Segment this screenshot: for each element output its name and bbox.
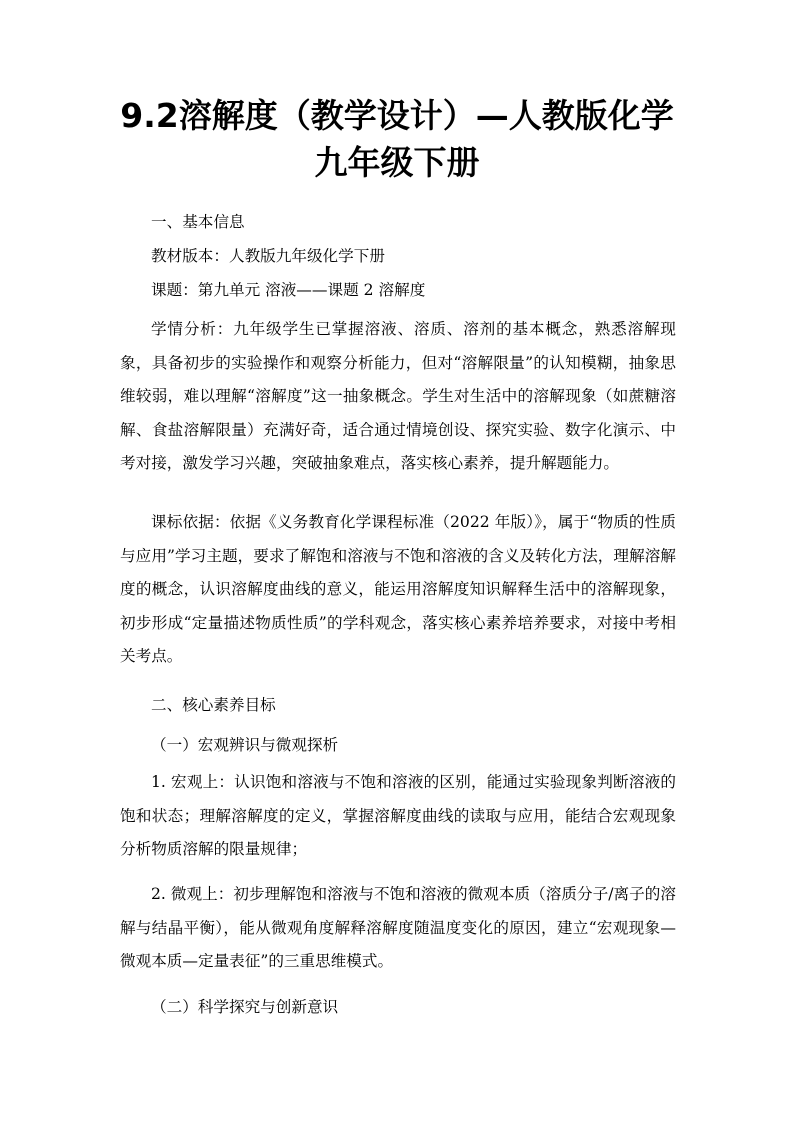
subheading-macro-micro: （一）宏观辨识与微观探析: [151, 736, 339, 754]
lesson-topic: 课题：第九单元 溶液——课题 2 溶解度: [151, 281, 426, 299]
subheading-inquiry-innovation: （二）科学探究与创新意识: [151, 998, 339, 1016]
textbook-version: 教材版本：人教版九年级化学下册: [151, 247, 385, 265]
document-title-line-1: 9.2溶解度（教学设计）—人教版化学: [120, 96, 674, 135]
goal-item-micro: 2. 微观上：初步理解饱和溶液与不饱和溶液的微观本质（溶质分子/离子的溶解与结晶平衡），能从微观角度解释溶解度随温度变化的原因，建立“宏观现象—微观本质—定量表征”的三重思维模式。: [120, 885, 676, 970]
curriculum-basis-paragraph: 课标依据：依据《义务教育化学课程标准（2022 年版）》，属于“物质的性质与应用”学习主题，要求了解饱和溶液与不饱和溶液的含义及转化方法，理解溶解度的概念，认识溶解度曲线的意义，能运用溶解度知识解释生活中的溶解现象，初步形成“定量描述物质性质”的学科观念，落实核心素养培养要求，对接中考相关考点。: [120, 513, 676, 665]
goal-item-macro: 1. 宏观上：认识饱和溶液与不饱和溶液的区别，能通过实验现象判断溶液的饱和状态；理解溶解度的定义，掌握溶解度曲线的读取与应用，能结合宏观现象分析物质溶解的限量规律；: [120, 773, 676, 858]
section-heading-core-goals: 二、核心素养目标: [151, 696, 276, 714]
learner-analysis-paragraph: 学情分析：九年级学生已掌握溶液、溶质、溶剂的基本概念，熟悉溶解现象，具备初步的实验操作和观察分析能力，但对“溶解限量”的认知模糊，抽象思维较弱，难以理解“溶解度”这一抽象概念。学生对生活中的溶解现象（如蔗糖溶解、食盐溶解限量）充满好奇，适合通过情境创设、探究实验、数字化演示、中考对接，激发学习兴趣，突破抽象难点，落实核心素养，提升解题能力。: [120, 320, 676, 472]
document-title-line-2: 九年级下册: [314, 143, 480, 182]
section-heading-basic-info: 一、基本信息: [151, 213, 245, 231]
